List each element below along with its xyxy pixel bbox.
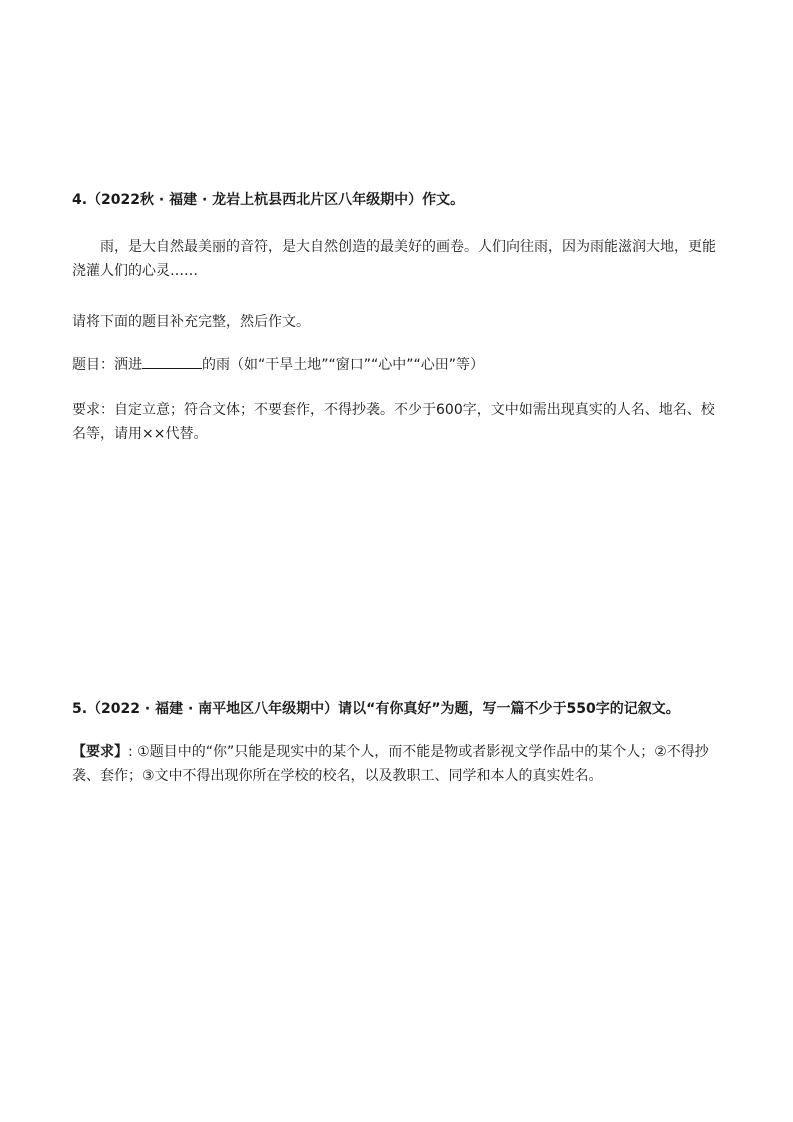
q4-passage: 雨，是大自然最美丽的音符，是大自然创造的最美好的画卷。人们向往雨，因为雨能滋润大地，更能浇灌人们的心灵…… [72, 239, 716, 279]
q4-title-blank [142, 354, 202, 369]
q5-requirement-block [72, 740, 724, 788]
q4-title-line [72, 353, 724, 377]
q4-instruction: 请将下面的题目补充完整，然后作文。 [72, 314, 310, 330]
q5-requirement-label: 【要求】 [72, 744, 128, 760]
q4-heading: 4.（2022秋 · 福建 · 龙岩上杭县西北片区八年级期中）作文。 [72, 192, 465, 208]
q4-title-prefix: 题目：洒进 [72, 357, 142, 373]
q5-heading: 5.（2022 · 福建 · 南平地区八年级期中）请以“有你真好”为题，写一篇不少于550字的记叙文。 [72, 701, 680, 717]
q5-requirement-text: : ①题目中的“你”只能是现实中的某个人，而不能是物或者影视文学作品中的某个人；②不得抄袭、套作；③文中不得出现你所在学校的校名，以及教职工、同学和本人的真实姓名。 [72, 744, 709, 784]
q4-requirement: 要求：自定立意；符合文体；不要套作，不得抄袭。不少于600字，文中如需出现真实的人名、地名、校名等，请用××代替。 [72, 402, 715, 442]
q4-title-suffix: 的雨（如“干旱土地”“窗口”“心中”“心田”等） [202, 357, 485, 373]
